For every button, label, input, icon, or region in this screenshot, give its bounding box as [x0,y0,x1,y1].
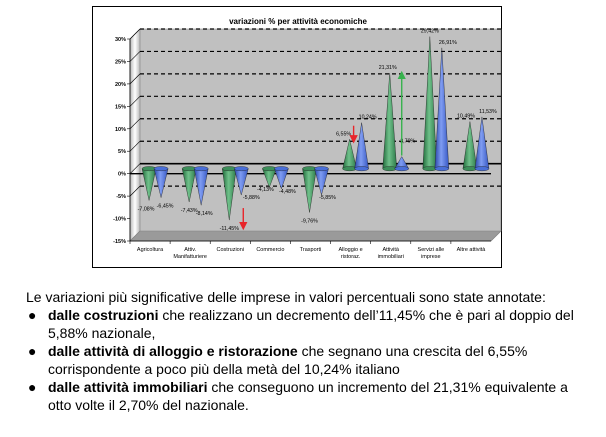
data-label: -7,43% [180,208,198,215]
cone-base [395,166,409,170]
data-label: 6,55% [336,131,352,138]
y-tick-label: -15% [113,239,126,245]
data-label: -11,45% [219,226,239,233]
plot-floor [130,231,501,241]
y-tick-label: 20% [114,81,126,88]
y-tick-label: 5% [118,149,126,156]
plot-area [113,29,501,260]
x-tick-label: Agricoltura [136,247,164,253]
y-tick-label: 15% [114,104,126,111]
data-label: -9,76% [301,218,318,225]
data-label: -8,14% [195,211,213,218]
x-tick-label: Servizi alle [417,247,445,253]
x-tick-label: Attiv. [184,247,197,253]
data-label: 26,91% [438,39,457,46]
chart-title: variazioni % per attività economiche [229,17,367,26]
data-label: 21,31% [378,65,397,72]
data-label: -5,88% [242,195,260,202]
cone-base [475,166,489,170]
y-tick-label: -10% [113,216,126,223]
cone-base [274,166,288,170]
cone-base [154,166,168,170]
cone-base [315,166,329,170]
data-label: 10,24% [358,114,377,121]
data-label: -6,45% [156,203,174,210]
text-block [26,288,586,414]
data-label: -5,85% [319,194,336,201]
cone-base [234,166,248,170]
data-label: -4,48% [278,188,296,195]
bullet-bold: dalle costruzioni [48,307,159,323]
x-tick-label: Attività [382,247,399,253]
x-tick-label: imprese [421,254,441,260]
cone-base [355,166,369,170]
intro-text: Le variazioni più significative delle imprese in valori percentuali sono state annotate: [26,289,546,305]
bullet-rest: che realizzano un decremento dell’11,45% che è pari al doppio del 5,88% nazionale, [48,307,574,341]
x-tick-label: ristoraz. [340,254,361,260]
bullet-item-costruzioni [26,306,586,342]
y-tick-label: 10% [114,126,126,133]
y-tick-label: 25% [114,59,126,66]
data-label: 2,70% [400,138,416,145]
bullet-icon: ● [28,307,37,323]
x-tick-label: Costruzioni [216,247,245,253]
y-tick-label: -5% [116,194,126,201]
bullet-rest: che conseguono un incremento del 21,31% equivalente a otto volte il 2,70% del nazionale. [48,379,568,413]
y-tick-label: 30% [114,37,126,43]
bullet-icon: ● [28,379,37,395]
y-tick-label: 0% [118,171,126,178]
data-label: 11,53% [479,108,497,115]
bullet-icon: ● [28,343,37,359]
cone-base [435,166,449,170]
chart-frame [92,6,502,268]
data-label: -4,13% [256,187,274,194]
bullet-bold: dalle attività immobiliari [48,379,208,395]
bullet-item-immobiliari [26,378,586,414]
bullet-list [26,306,586,414]
chart-svg [93,7,503,269]
data-label: 29,42% [420,28,439,35]
cone-base [194,166,208,170]
x-tick-label: Trasporti [299,247,322,253]
data-label: 10,49% [456,113,475,120]
x-tick-label: Manifatturiere [173,254,207,260]
x-tick-label: Commercio [256,247,285,253]
bullet-bold: dalle attività di alloggio e ristorazione [48,343,298,359]
x-tick-label: Alloggio e [338,247,363,253]
data-label: -7,08% [137,206,155,213]
x-tick-label: immobiliari [377,254,404,260]
x-tick-label: Altre attività [456,247,486,253]
bullet-item-alloggio [26,342,586,378]
bullet-rest: che segnano una crescita del 6,55% corrispondente a poco più della metà del 10,24% italiano [48,343,528,377]
